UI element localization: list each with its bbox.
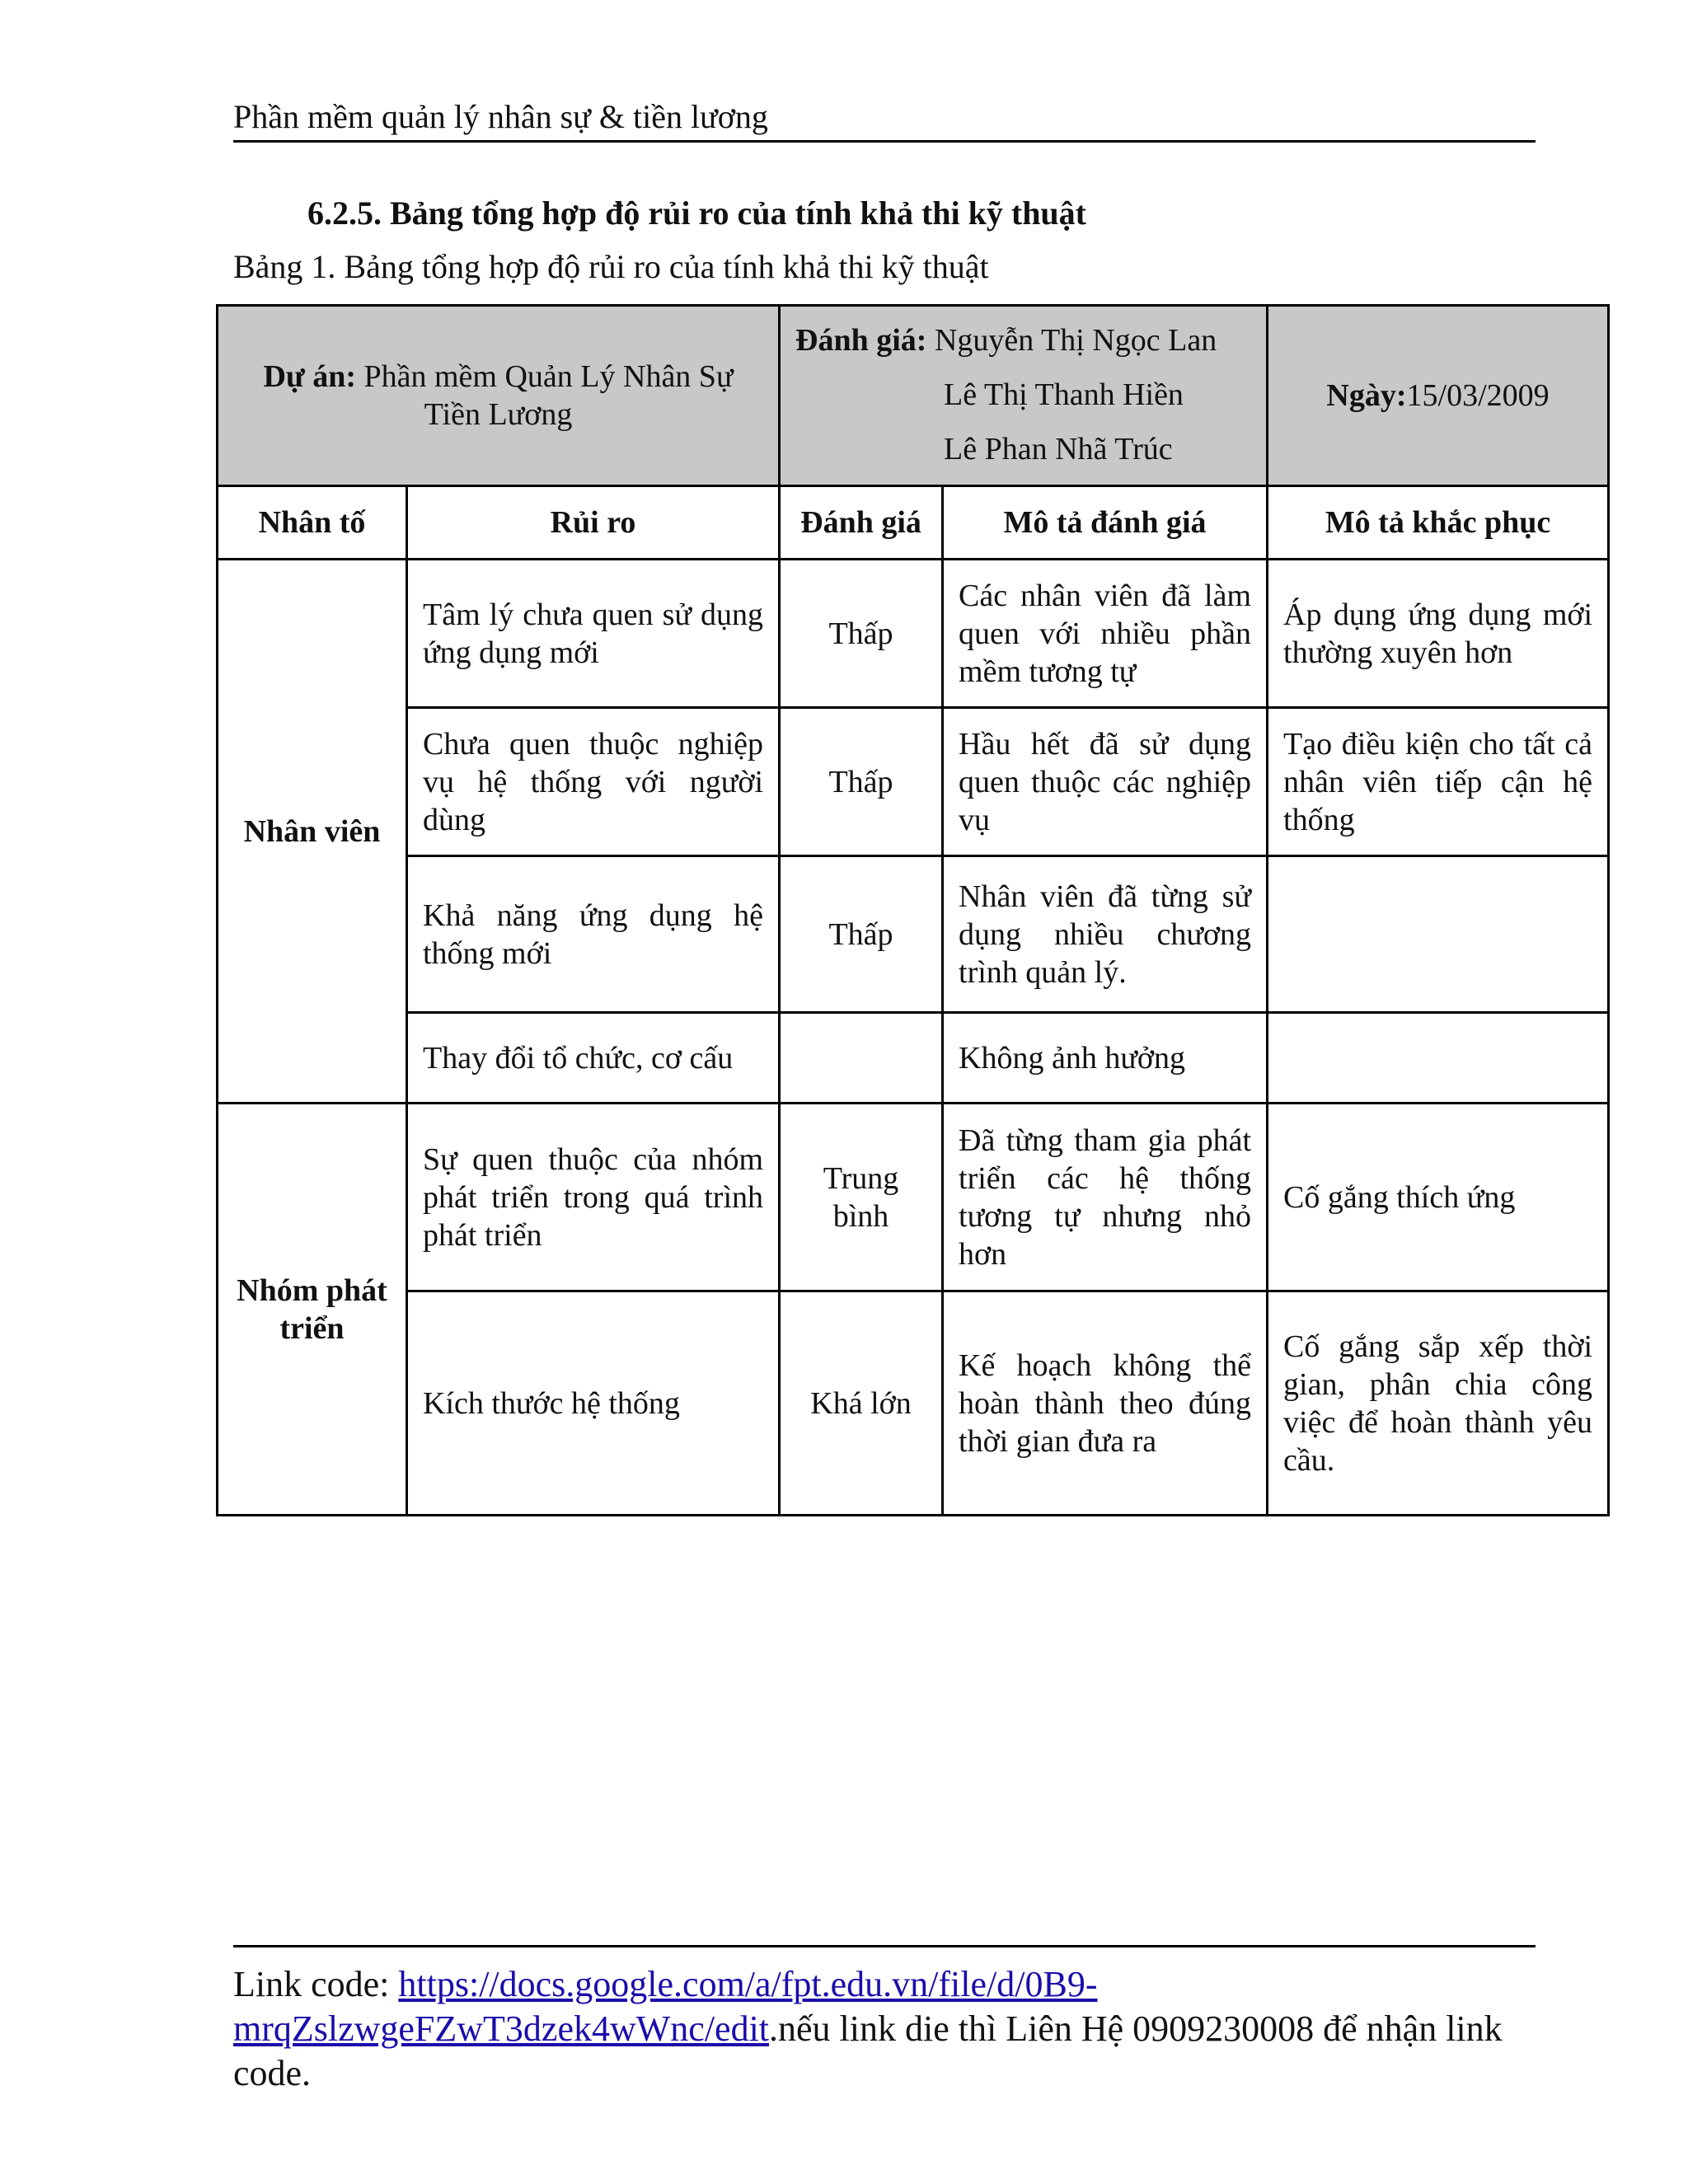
risk-cell: Khả năng ứng dụng hệ thống mới (407, 856, 780, 1013)
section-heading: 6.2.5. Bảng tổng hợp độ rủi ro của tính khả thi kỹ thuật (307, 194, 1086, 232)
table-row (218, 1291, 1609, 1516)
table-row (218, 1104, 1609, 1291)
assessment-cell: Hầu hết đã sử dụng quen thuộc các nghiệp vụ (943, 708, 1268, 856)
risk-cell: Chưa quen thuộc nghiệp vụ hệ thống với người dùng (407, 708, 780, 856)
remedy-cell: Cố gắng thích ứng (1268, 1104, 1609, 1291)
risk-cell: Sự quen thuộc của nhóm phát triển trong quá trình phát triển (407, 1104, 780, 1291)
table-row (218, 560, 1609, 708)
evaluator-label: Đánh giá: (795, 323, 927, 358)
evaluator-name: Lê Phan Nhã Trúc (944, 432, 1173, 466)
remedy-cell: Áp dụng ứng dụng mới thường xuyên hơn (1268, 560, 1609, 708)
remedy-cell (1268, 1013, 1609, 1104)
column-header: Nhân tố (218, 486, 407, 560)
date-value: 15/03/2009 (1406, 378, 1550, 413)
footer-suffix: .nếu link die thì Liên Hệ 0909230008 để nhận link code. (233, 2008, 1503, 2093)
risk-cell: Tâm lý chưa quen sử dụng ứng dụng mới (407, 560, 780, 708)
project-label: Dự án: (263, 359, 356, 394)
running-header: Phần mềm quản lý nhân sự & tiền lương (233, 97, 1536, 143)
footer-note (233, 1945, 1536, 2096)
date-cell (1268, 306, 1609, 486)
factor-cell: Nhóm phát triển (218, 1104, 407, 1516)
rating-cell (780, 1013, 943, 1104)
risk-cell: Thay đổi tổ chức, cơ cấu (407, 1013, 780, 1104)
assessment-cell: Nhân viên đã từng sử dụng nhiều chương trình quản lý. (943, 856, 1268, 1013)
table-caption: Bảng 1. Bảng tổng hợp độ rủi ro của tính khả thi kỹ thuật (233, 248, 989, 285)
evaluator-name: Nguyễn Thị Ngọc Lan (934, 323, 1217, 358)
project-info-row (218, 306, 1609, 486)
evaluator-cell (780, 306, 1268, 486)
code-link[interactable]: https://docs.google.com/a/fpt.edu.vn/file/d/0B9-mrqZslzwgeFZwT3dzek4wWnc/edit (233, 1964, 1098, 2049)
remedy-cell: Tạo điều kiện cho tất cả nhân viên tiếp cận hệ thống (1268, 708, 1609, 856)
table-row (218, 708, 1609, 856)
column-header: Rủi ro (407, 486, 780, 560)
assessment-cell: Không ảnh hưởng (943, 1013, 1268, 1104)
footer-prefix: Link code: (233, 1964, 399, 2004)
assessment-cell: Các nhân viên đã làm quen với nhiều phần mềm tương tự (943, 560, 1268, 708)
date-label: Ngày: (1326, 378, 1407, 413)
column-header: Đánh giá (780, 486, 943, 560)
column-header: Mô tả đánh giá (943, 486, 1268, 560)
evaluator-name: Lê Thị Thanh Hiền (944, 377, 1184, 412)
assessment-cell: Đã từng tham gia phát triển các hệ thống tương tự nhưng nhỏ hơn (943, 1104, 1268, 1291)
remedy-cell (1268, 856, 1609, 1013)
remedy-cell: Cố gắng sắp xếp thời gian, phân chia công việc để hoàn thành yêu cầu. (1268, 1291, 1609, 1516)
rating-cell: Trung bình (780, 1104, 943, 1291)
risk-summary-table (216, 304, 1610, 1516)
rating-cell: Thấp (780, 560, 943, 708)
rating-cell: Thấp (780, 856, 943, 1013)
risk-cell: Kích thước hệ thống (407, 1291, 780, 1516)
factor-cell: Nhân viên (218, 560, 407, 1104)
rating-cell: Thấp (780, 708, 943, 856)
column-header-row (218, 486, 1609, 560)
project-cell (218, 306, 780, 486)
evaluator-line-1 (795, 313, 1251, 368)
rating-cell: Khá lớn (780, 1291, 943, 1516)
project-name: Phần mềm Quản Lý Nhân Sự Tiền Lương (363, 359, 734, 432)
table-row (218, 1013, 1609, 1104)
column-header: Mô tả khắc phục (1268, 486, 1609, 560)
assessment-cell: Kế hoạch không thể hoàn thành theo đúng thời gian đưa ra (943, 1291, 1268, 1516)
table-row (218, 856, 1609, 1013)
